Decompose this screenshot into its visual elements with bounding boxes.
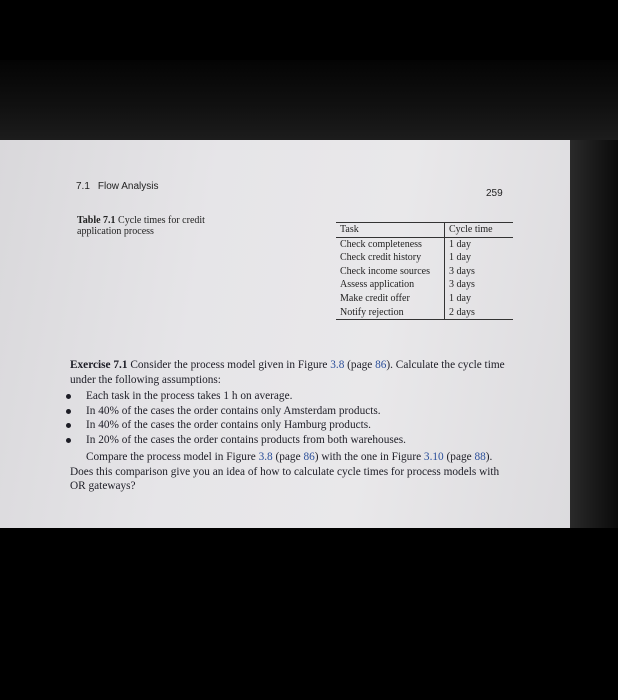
book-page xyxy=(0,140,570,528)
table-caption-label: Table 7.1 xyxy=(77,215,116,226)
page-link[interactable]: 86 xyxy=(375,359,387,371)
cycle-time-cell: 3 days xyxy=(445,265,514,279)
exercise-text: (page xyxy=(272,451,304,463)
table-row xyxy=(336,237,513,251)
section-title: Flow Analysis xyxy=(97,181,159,192)
figure-link[interactable]: 3.8 xyxy=(258,451,273,463)
list-item: Each task in the process takes 1 h on average. xyxy=(70,389,515,404)
table-header-row xyxy=(336,223,513,238)
column-header-cycle-time: Cycle time xyxy=(445,223,514,238)
task-cell: Notify rejection xyxy=(336,306,445,320)
task-cell: Make credit offer xyxy=(340,292,410,304)
exercise-text: ). Calculate the cycle time under the following assumptions: xyxy=(70,359,505,386)
assumption-list xyxy=(70,389,515,447)
list-item: In 40% of the cases the order contains only Amsterdam products. xyxy=(70,404,515,419)
task-cell: Check income sources xyxy=(340,265,430,277)
cycle-time-cell: 2 days xyxy=(445,306,514,320)
page-link[interactable]: 86 xyxy=(303,451,315,463)
exercise-text: (page xyxy=(344,359,376,371)
table-row xyxy=(336,251,513,265)
figure-link[interactable]: 3.8 xyxy=(330,359,345,371)
figure-link[interactable]: 3.10 xyxy=(423,451,444,463)
list-item: In 20% of the cases the order contains products from both warehouses. xyxy=(70,433,515,448)
table-caption-text: Cycle times for credit application process xyxy=(77,215,205,237)
task-cell: Check completeness xyxy=(340,238,422,250)
page-number: 259 xyxy=(486,188,503,199)
exercise-text: Consider the process model given in Figure xyxy=(130,359,331,371)
task-cell: Check credit history xyxy=(340,252,422,264)
cycle-time-cell: 1 day xyxy=(445,292,514,306)
cycle-time-cell: 3 days xyxy=(445,278,514,292)
table-row xyxy=(336,265,513,279)
section-number: 7.1 xyxy=(76,181,90,192)
exercise-block xyxy=(70,358,515,494)
cycle-time-cell: 1 day xyxy=(445,237,514,251)
dark-top-band xyxy=(0,60,618,140)
table-caption xyxy=(77,215,217,237)
exercise-comparison xyxy=(70,450,515,494)
table-row xyxy=(336,292,513,306)
list-item: In 40% of the cases the order contains only Hamburg products. xyxy=(70,418,515,433)
running-header xyxy=(76,181,158,192)
exercise-text: Compare the process model in Figure xyxy=(86,451,259,463)
column-header-task: Task xyxy=(336,223,445,238)
exercise-intro xyxy=(70,358,515,387)
task-cell: Assess application xyxy=(340,279,415,291)
cycle-times-table xyxy=(336,222,513,320)
dark-right-edge xyxy=(570,140,618,528)
exercise-text: ). Does this comparison give you an idea of how to calculate cycle times for process models with OR gateways? xyxy=(70,451,500,492)
page-link[interactable]: 88 xyxy=(474,451,486,463)
table-row xyxy=(336,306,513,320)
cycle-time-cell: 1 day xyxy=(445,251,514,265)
exercise-text: ) with the one in Figure xyxy=(314,451,424,463)
exercise-text: (page xyxy=(443,451,475,463)
table-row xyxy=(336,278,513,292)
exercise-label: Exercise 7.1 xyxy=(70,359,128,371)
